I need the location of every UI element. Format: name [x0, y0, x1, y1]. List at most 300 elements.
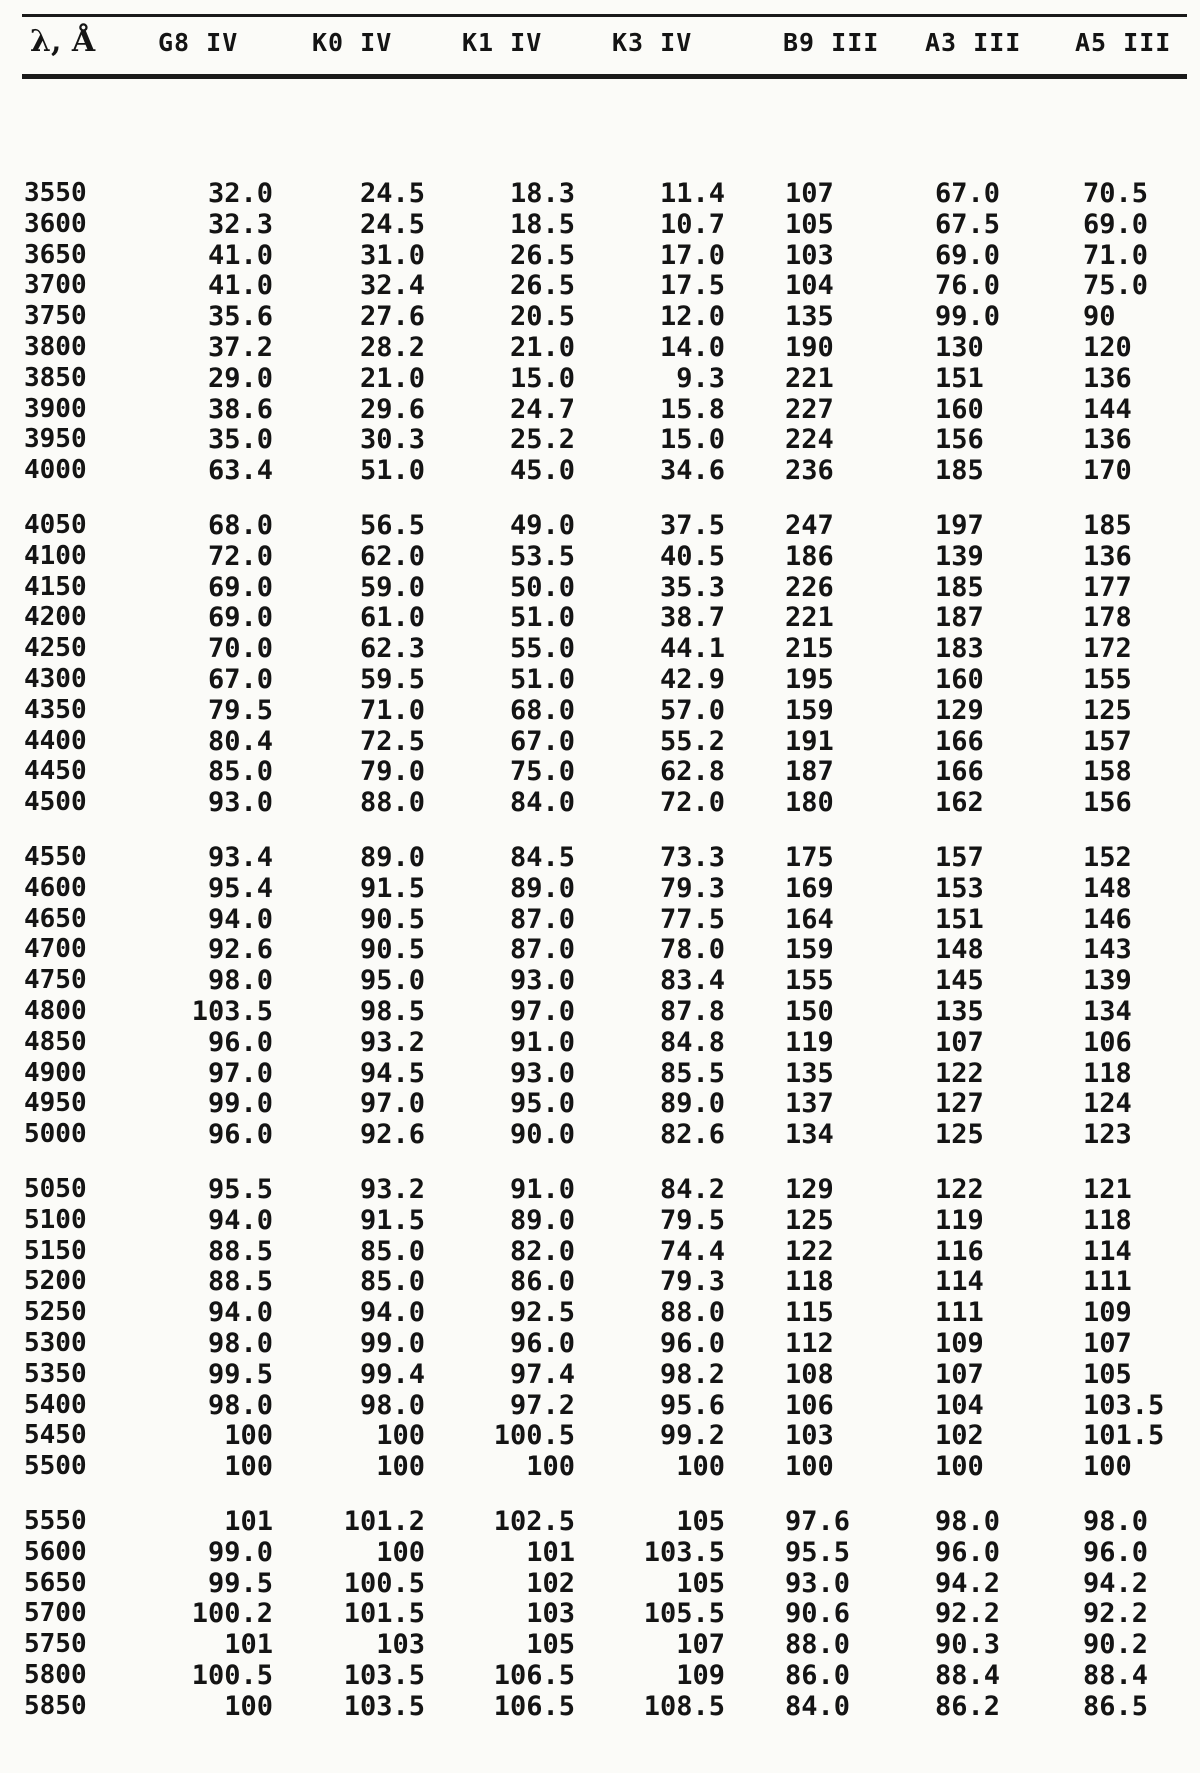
value-cell: 99.0: [935, 301, 1001, 333]
value-cell: 28.2: [359, 332, 425, 363]
value-cell: 157: [935, 842, 984, 873]
wavelength-cell: 4600: [24, 872, 87, 903]
value-cell: 227: [785, 393, 834, 425]
value-cell: 191: [785, 725, 834, 757]
value-cell: 85.0: [359, 1266, 425, 1298]
value-cell: 99.0: [207, 1088, 273, 1120]
value-cell: 62.0: [359, 540, 425, 572]
value-cell: 215: [785, 633, 834, 665]
value-cell: 156: [1083, 787, 1132, 819]
value-cell: 79.3: [659, 1266, 725, 1298]
value-cell: 90.3: [935, 1629, 1001, 1661]
value-cell: 87.0: [509, 903, 575, 935]
value-cell: 100: [526, 1451, 575, 1483]
wavelength-cell: 5200: [24, 1266, 87, 1297]
value-cell: 69.0: [207, 602, 273, 634]
value-cell: 92.2: [935, 1598, 1001, 1630]
wavelength-cell: 4900: [24, 1057, 87, 1088]
value-cell: 35.6: [207, 301, 273, 333]
value-cell: 105: [785, 208, 834, 240]
value-cell: 148: [935, 934, 984, 966]
value-cell: 135: [785, 1057, 834, 1089]
wavelength-cell: 4750: [24, 965, 87, 996]
value-cell: 97.0: [509, 996, 575, 1027]
wavelength-cell: 3800: [24, 332, 87, 362]
value-cell: 84.8: [659, 1026, 725, 1058]
value-cell: 118: [785, 1266, 834, 1298]
value-cell: 86.2: [935, 1690, 1001, 1722]
value-cell: 164: [785, 903, 834, 935]
value-cell: 87.8: [659, 996, 725, 1027]
wavelength-cell: 5850: [24, 1690, 87, 1721]
value-cell: 75.0: [509, 756, 575, 788]
wavelength-cell: 4450: [24, 756, 87, 787]
value-cell: 93.2: [359, 1026, 425, 1058]
value-cell: 21.0: [359, 362, 425, 394]
value-cell: 169: [785, 872, 834, 904]
value-cell: 38.7: [659, 602, 725, 634]
value-cell: 98.0: [207, 1389, 273, 1421]
value-cell: 93.0: [509, 1057, 575, 1089]
wavelength-cell: 5450: [24, 1420, 87, 1451]
value-cell: 51.0: [359, 455, 425, 487]
value-cell: 26.5: [509, 239, 575, 271]
value-cell: 32.0: [207, 178, 273, 209]
value-cell: 190: [785, 332, 834, 363]
value-cell: 94.5: [359, 1057, 425, 1089]
value-cell: 35.3: [659, 571, 725, 603]
value-cell: 79.0: [359, 756, 425, 788]
value-cell: 99.5: [207, 1567, 273, 1599]
value-cell: 30.3: [359, 424, 425, 456]
value-cell: 91.0: [509, 1026, 575, 1058]
value-cell: 88.0: [785, 1629, 851, 1661]
value-cell: 94.0: [207, 903, 273, 935]
value-cell: 152: [1083, 842, 1132, 873]
value-cell: 106: [1083, 1026, 1132, 1058]
value-cell: 32.4: [359, 270, 425, 302]
wavelength-cell: 5500: [24, 1451, 87, 1482]
value-cell: 103.5: [343, 1690, 425, 1722]
value-cell: 92.5: [509, 1297, 575, 1329]
value-cell: 101.2: [343, 1506, 425, 1537]
value-cell: 95.5: [207, 1174, 273, 1205]
wavelength-cell: 3650: [24, 239, 87, 270]
value-cell: 99.4: [359, 1358, 425, 1390]
value-cell: 101: [224, 1629, 273, 1661]
value-cell: 187: [785, 756, 834, 788]
value-cell: 21.0: [509, 332, 575, 363]
wavelength-cell: 4100: [24, 540, 87, 571]
value-cell: 100: [1083, 1451, 1132, 1483]
value-cell: 83.4: [659, 965, 725, 997]
value-cell: 103.5: [191, 996, 273, 1027]
value-cell: 185: [935, 571, 984, 603]
value-cell: 97.0: [359, 1088, 425, 1120]
value-cell: 100.2: [191, 1598, 273, 1630]
value-cell: 114: [1083, 1235, 1132, 1267]
wavelength-cell: 5750: [24, 1629, 87, 1660]
value-cell: 100.5: [191, 1660, 273, 1691]
value-cell: 85.0: [207, 756, 273, 788]
value-cell: 94.0: [207, 1297, 273, 1329]
value-cell: 44.1: [659, 633, 725, 665]
value-cell: 88.5: [207, 1235, 273, 1267]
value-cell: 79.5: [659, 1204, 725, 1236]
top-rule: [22, 14, 1187, 17]
value-cell: 11.4: [659, 178, 725, 209]
value-cell: 101.5: [1083, 1420, 1165, 1452]
value-cell: 114: [935, 1266, 984, 1298]
value-cell: 103.5: [343, 1660, 425, 1691]
value-cell: 93.4: [207, 842, 273, 873]
value-cell: 38.6: [207, 393, 273, 425]
value-cell: 29.0: [207, 362, 273, 394]
value-cell: 41.0: [207, 270, 273, 302]
value-cell: 59.5: [359, 664, 425, 695]
header-rule: [22, 74, 1187, 79]
value-cell: 144: [1083, 393, 1132, 425]
value-cell: 143: [1083, 934, 1132, 966]
value-cell: 221: [785, 362, 834, 394]
column-header: K0 IV: [312, 28, 393, 57]
value-cell: 100: [785, 1451, 834, 1483]
value-cell: 96.0: [207, 1026, 273, 1058]
value-cell: 40.5: [659, 540, 725, 572]
wavelength-cell: 5650: [24, 1567, 87, 1598]
wavelength-cell: 4950: [24, 1088, 87, 1119]
value-cell: 67.5: [935, 208, 1001, 240]
value-cell: 97.6: [785, 1506, 851, 1537]
value-cell: 134: [785, 1119, 834, 1151]
value-cell: 96.0: [207, 1119, 273, 1151]
value-cell: 224: [785, 424, 834, 456]
value-cell: 85.0: [359, 1235, 425, 1267]
value-cell: 105: [526, 1629, 575, 1661]
value-cell: 175: [785, 842, 834, 873]
value-cell: 107: [1083, 1328, 1132, 1359]
value-cell: 129: [785, 1174, 834, 1205]
value-cell: 94.2: [1083, 1567, 1149, 1599]
value-cell: 123: [1083, 1119, 1132, 1151]
value-cell: 135: [935, 996, 984, 1027]
value-cell: 109: [935, 1328, 984, 1359]
value-cell: 88.4: [935, 1660, 1001, 1691]
value-cell: 247: [785, 510, 834, 541]
value-cell: 97.2: [509, 1389, 575, 1421]
value-cell: 68.0: [509, 694, 575, 726]
value-cell: 59.0: [359, 571, 425, 603]
wavelength-cell: 3900: [24, 393, 87, 424]
value-cell: 24.5: [359, 178, 425, 209]
value-cell: 86.0: [509, 1266, 575, 1298]
value-cell: 125: [785, 1204, 834, 1236]
value-cell: 183: [935, 633, 984, 665]
value-cell: 129: [935, 694, 984, 726]
value-cell: 109: [676, 1660, 725, 1691]
value-cell: 155: [1083, 664, 1132, 695]
value-cell: 91.5: [359, 1204, 425, 1236]
value-cell: 120: [1083, 332, 1132, 363]
value-cell: 96.0: [935, 1536, 1001, 1568]
value-cell: 107: [935, 1026, 984, 1058]
value-cell: 172: [1083, 633, 1132, 665]
value-cell: 32.3: [207, 208, 273, 240]
value-cell: 130: [935, 332, 984, 363]
value-cell: 51.0: [509, 602, 575, 634]
value-cell: 99.5: [207, 1358, 273, 1390]
value-cell: 18.5: [509, 208, 575, 240]
value-cell: 136: [1083, 362, 1132, 394]
value-cell: 158: [1083, 756, 1132, 788]
value-cell: 226: [785, 571, 834, 603]
wavelength-cell: 4350: [24, 694, 87, 725]
value-cell: 151: [935, 903, 984, 935]
value-cell: 150: [785, 996, 834, 1027]
wavelength-cell: 4150: [24, 571, 87, 602]
value-cell: 75.0: [1083, 270, 1149, 302]
value-cell: 187: [935, 602, 984, 634]
value-cell: 122: [935, 1174, 984, 1205]
value-cell: 156: [935, 424, 984, 456]
value-cell: 102.5: [493, 1506, 575, 1537]
value-cell: 99.0: [207, 1536, 273, 1568]
value-cell: 111: [935, 1297, 984, 1329]
value-cell: 139: [1083, 965, 1132, 997]
value-cell: 69.0: [935, 239, 1001, 271]
value-cell: 72.0: [659, 787, 725, 819]
value-cell: 96.0: [1083, 1536, 1149, 1568]
value-cell: 111: [1083, 1266, 1132, 1298]
value-cell: 105: [676, 1506, 725, 1537]
value-cell: 195: [785, 664, 834, 695]
wavelength-cell: 4250: [24, 633, 87, 664]
value-cell: 53.5: [509, 540, 575, 572]
column-header: A3 III: [925, 28, 1022, 57]
value-cell: 72.0: [207, 540, 273, 572]
value-cell: 106.5: [493, 1660, 575, 1691]
value-cell: 70.0: [207, 633, 273, 665]
value-cell: 71.0: [359, 694, 425, 726]
value-cell: 100: [224, 1420, 273, 1452]
value-cell: 90.5: [359, 934, 425, 966]
value-cell: 125: [1083, 694, 1132, 726]
value-cell: 134: [1083, 996, 1132, 1027]
wavelength-cell: 5400: [24, 1389, 87, 1420]
value-cell: 108.5: [643, 1690, 725, 1722]
value-cell: 103: [526, 1598, 575, 1630]
value-cell: 25.2: [509, 424, 575, 456]
value-cell: 77.5: [659, 903, 725, 935]
value-cell: 24.5: [359, 208, 425, 240]
wavelength-cell: 4500: [24, 787, 87, 818]
value-cell: 90.2: [1083, 1629, 1149, 1661]
wavelength-cell: 5300: [24, 1328, 87, 1358]
column-header: K3 IV: [612, 28, 693, 57]
value-cell: 124: [1083, 1088, 1132, 1120]
value-cell: 84.2: [659, 1174, 725, 1205]
value-cell: 103.5: [643, 1536, 725, 1568]
value-cell: 89.0: [509, 872, 575, 904]
wavelength-cell: 5150: [24, 1235, 87, 1266]
value-cell: 146: [1083, 903, 1132, 935]
value-cell: 95.4: [207, 872, 273, 904]
value-cell: 70.5: [1083, 178, 1149, 209]
value-cell: 94.0: [359, 1297, 425, 1329]
value-cell: 9.3: [676, 362, 725, 394]
value-cell: 100.5: [493, 1420, 575, 1452]
value-cell: 106.5: [493, 1690, 575, 1722]
value-cell: 92.6: [359, 1119, 425, 1151]
value-cell: 90.6: [785, 1598, 851, 1630]
value-cell: 122: [785, 1235, 834, 1267]
value-cell: 84.0: [509, 787, 575, 819]
value-cell: 71.0: [1083, 239, 1149, 271]
value-cell: 91.5: [359, 872, 425, 904]
value-cell: 98.0: [1083, 1506, 1149, 1537]
value-cell: 99.2: [659, 1420, 725, 1452]
wavelength-cell: 4050: [24, 510, 87, 540]
value-cell: 185: [1083, 510, 1132, 541]
value-cell: 166: [935, 725, 984, 757]
value-cell: 29.6: [359, 393, 425, 425]
value-cell: 105: [1083, 1358, 1132, 1390]
value-cell: 86.5: [1083, 1690, 1149, 1722]
value-cell: 145: [935, 965, 984, 997]
value-cell: 67.0: [935, 178, 1001, 209]
wavelength-cell: 5100: [24, 1204, 87, 1235]
wavelength-cell: 4550: [24, 842, 87, 872]
value-cell: 115: [785, 1297, 834, 1329]
wavelength-cell: 4650: [24, 903, 87, 934]
value-cell: 56.5: [359, 510, 425, 541]
value-cell: 104: [935, 1389, 984, 1421]
value-cell: 119: [935, 1204, 984, 1236]
value-cell: 89.0: [359, 842, 425, 873]
value-cell: 93.0: [509, 965, 575, 997]
value-cell: 118: [1083, 1057, 1132, 1089]
value-cell: 15.0: [509, 362, 575, 394]
value-cell: 136: [1083, 424, 1132, 456]
value-cell: 139: [935, 540, 984, 572]
value-cell: 180: [785, 787, 834, 819]
value-cell: 79.5: [207, 694, 273, 726]
value-cell: 97.4: [509, 1358, 575, 1390]
wavelength-cell: 3750: [24, 301, 87, 332]
value-cell: 73.3: [659, 842, 725, 873]
value-cell: 95.5: [785, 1536, 851, 1568]
wavelength-cell: 3550: [24, 178, 87, 208]
value-cell: 63.4: [207, 455, 273, 487]
value-cell: 159: [785, 934, 834, 966]
wavelength-cell: 5250: [24, 1297, 87, 1328]
value-cell: 69.0: [1083, 208, 1149, 240]
value-cell: 35.0: [207, 424, 273, 456]
value-cell: 103: [785, 1420, 834, 1452]
value-cell: 162: [935, 787, 984, 819]
wavelength-cell: 5600: [24, 1536, 87, 1567]
value-cell: 105.5: [643, 1598, 725, 1630]
value-cell: 26.5: [509, 270, 575, 302]
value-cell: 87.0: [509, 934, 575, 966]
value-cell: 98.2: [659, 1358, 725, 1390]
value-cell: 17.0: [659, 239, 725, 271]
value-cell: 88.0: [659, 1297, 725, 1329]
value-cell: 95.6: [659, 1389, 725, 1421]
value-cell: 72.5: [359, 725, 425, 757]
value-cell: 155: [785, 965, 834, 997]
value-cell: 136: [1083, 540, 1132, 572]
value-cell: 100: [676, 1451, 725, 1483]
value-cell: 100: [376, 1451, 425, 1483]
column-header: A5 III: [1075, 28, 1172, 57]
value-cell: 116: [935, 1235, 984, 1267]
value-cell: 49.0: [509, 510, 575, 541]
value-cell: 84.0: [785, 1690, 851, 1722]
value-cell: 82.6: [659, 1119, 725, 1151]
value-cell: 93.2: [359, 1174, 425, 1205]
value-cell: 119: [785, 1026, 834, 1058]
value-cell: 178: [1083, 602, 1132, 634]
wavelength-cell: 5350: [24, 1358, 87, 1389]
value-cell: 34.6: [659, 455, 725, 487]
value-cell: 177: [1083, 571, 1132, 603]
wavelength-cell: 4700: [24, 934, 87, 965]
value-cell: 96.0: [509, 1328, 575, 1359]
value-cell: 94.0: [207, 1204, 273, 1236]
value-cell: 37.2: [207, 332, 273, 363]
value-cell: 10.7: [659, 208, 725, 240]
value-cell: 185: [935, 455, 984, 487]
value-cell: 51.0: [509, 664, 575, 695]
value-cell: 50.0: [509, 571, 575, 603]
value-cell: 106: [785, 1389, 834, 1421]
value-cell: 96.0: [659, 1328, 725, 1359]
value-cell: 100: [224, 1690, 273, 1722]
value-cell: 107: [785, 178, 834, 209]
value-cell: 92.2: [1083, 1598, 1149, 1630]
value-cell: 159: [785, 694, 834, 726]
value-cell: 107: [676, 1629, 725, 1661]
value-cell: 98.0: [207, 965, 273, 997]
value-cell: 95.0: [359, 965, 425, 997]
value-cell: 157: [1083, 725, 1132, 757]
value-cell: 118: [1083, 1204, 1132, 1236]
value-cell: 151: [935, 362, 984, 394]
value-cell: 91.0: [509, 1174, 575, 1205]
wavelength-cell: 3950: [24, 424, 87, 455]
wavelength-cell: 4400: [24, 725, 87, 756]
value-cell: 27.6: [359, 301, 425, 333]
value-cell: 98.0: [359, 1389, 425, 1421]
wavelength-cell: 3600: [24, 208, 87, 239]
wavelength-cell: 4200: [24, 602, 87, 633]
value-cell: 76.0: [935, 270, 1001, 302]
column-header: K1 IV: [462, 28, 543, 57]
value-cell: 62.8: [659, 756, 725, 788]
value-cell: 82.0: [509, 1235, 575, 1267]
value-cell: 61.0: [359, 602, 425, 634]
value-cell: 99.0: [359, 1328, 425, 1359]
value-cell: 88.4: [1083, 1660, 1149, 1691]
value-cell: 24.7: [509, 393, 575, 425]
value-cell: 236: [785, 455, 834, 487]
value-cell: 62.3: [359, 633, 425, 665]
wavelength-cell: 4000: [24, 455, 87, 486]
value-cell: 37.5: [659, 510, 725, 541]
value-cell: 97.0: [207, 1057, 273, 1089]
value-cell: 98.0: [207, 1328, 273, 1359]
